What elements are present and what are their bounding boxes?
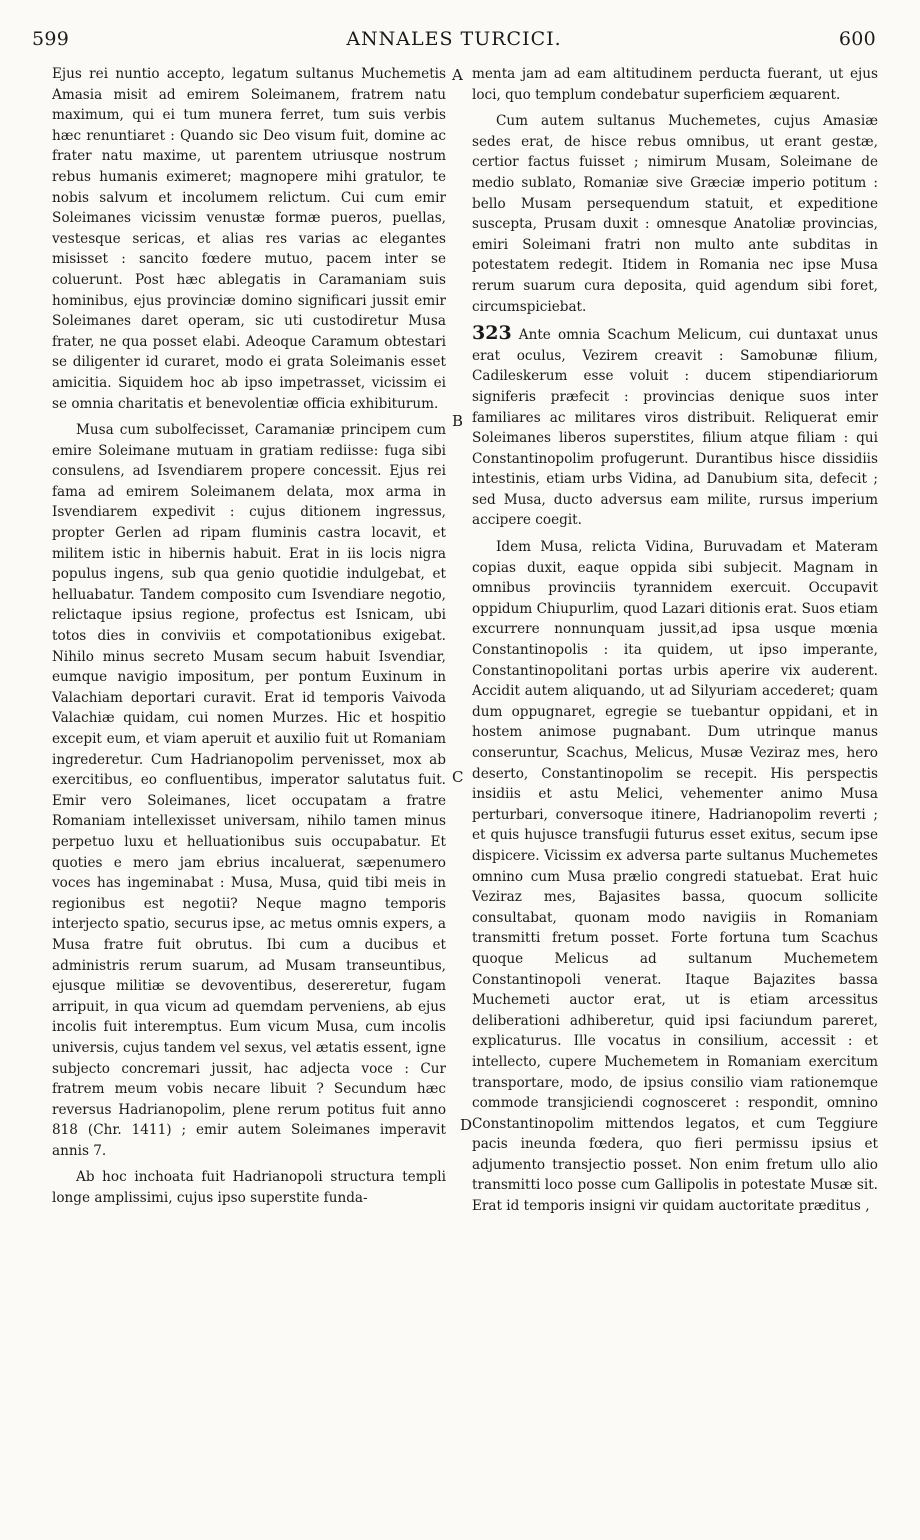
margin-marker-a: A: [452, 66, 463, 84]
page-number-left: 599: [32, 28, 70, 50]
left-paragraph-2: Musa cum subolfecisset, Caramaniæ principem cum emire Soleimane mutuam in gratiam rediisse: fuga sibi consulens, ad Isvendiarem propere concessit. Ejus rei fama ad emirem Soleimanem delata, mox arma in Isvendiarem expedivit : cujus ditionem ingressus, propter Gerlen ad ripam fluminis castra locavit, et militem istic in hibernis habuit. Erat in iis locis nigra populus ingens, sub qua genio quotidie indulgebat, et helluabatur. Tandem composito cum Isvendiare negotio, relictaque ipsius regione, profectus est Isnicam, ubi totos dies in conviviis et compotationibus exigebat. Nihilo minus secreto Musam secum habuit Isvendiar, eumque navigio impositum, per pontum Euxinum in Valachiam deportari curavit. Erat id temporis Vaivoda Valachiæ quidam, cui nomen Murzes. Hic et hospitio excepit eum, et viam aperuit et auxilio fuit ut Romaniam ingrederetur. Cum Hadrianopolim pervenisset, mox ab exercitibus, eo confluentibus, imperator salutatus fuit. Emir vero Soleimanes, licet occupatam a fratre Romaniam intellexisset universam, nihilo tamen minus perpetuo luxu et helluationibus suis occupabatur. Et quoties e mero jam ebrius incaluerat, sæpenumero voces has ingeminabat : Musa, Musa, quid tibi meis in regionibus est negotii? Neque magno temporis interjecto spatio, securus ipse, ac metus omnis expers, a Musa fratre fuit obrutus. Ibi cum a ducibus et administris rerum suarum, ad Musam transeuntibus, ejusque militiæ se devoventibus, desereretur, fugam arripuit, in qua vicum ad quemdam perveniens, ab ejus incolis fuit interemptus. Eum vicum Musa, cum incolis universis, cujus tandem vel sexus, vel ætatis essent, igne subjecto concremari jussit, hac adjecta voce : Cur fratrem meum vobis necare libuit ? Secundum hæc reversus Hadrianopolim, plene rerum potitus fuit anno 818 (Chr. 1411) ; emir autem Soleimanes imperavit annis 7.: [52, 422, 446, 1159]
page-number-right: 600: [838, 28, 876, 50]
margin-marker-b: B: [452, 412, 464, 430]
margin-marker-d: D: [460, 1116, 473, 1134]
left-column: [52, 64, 446, 1209]
right-paragraph-2: Cum autem sultanus Muchemetes, cujus Amasiæ sedes erat, de hisce rebus omnibus, ut erant gestæ, certior factus fuisset ; nimirum Musam, Soleimane de medio sublato, Romaniæ sive Græciæ imperio potitum : bello Musam persequendum statuit, et expeditione suscepta, Prusam duxit : omnesque Anatoliæ provincias, emiri Soleimani fratri non multo ante subditas in potestatem redegit. Itidem in Romania nec ipse Musa rerum suarum cura deposita, quid agendum sibi foret, circumspiciebat.: [472, 113, 878, 315]
left-paragraph-3: Ab hoc inchoata fuit Hadrianopoli structura templi longe amplissimi, cujus ipso superstite funda-: [52, 1169, 446, 1207]
page-header: [32, 28, 876, 58]
right-paragraph-3-text: Ante omnia Scachum Melicum, cui duntaxat unus erat oculus, Vezirem creavit : Samobunæ filium, Cadileskerum esse voluit : ducem stipendiariorum signiferis præfecit : provincias denique suos inter familiares ac militares viros distribuit. Reliquerat emir Soleimanes liberos superstites, filium atque filiam : qui Constantinopolim profugerunt. Durantibus hisce dissidiis intestinis, etiam urbs Vidina, ad Danubium sita, defecit ; sed Musa, ducto adversus eam milite, rursus imperium accipere coegit.: [472, 327, 878, 529]
left-paragraph-1: Ejus rei nuntio accepto, legatum sultanus Muchemetis Amasia misit ad emirem Soleimanem, fratrem natu maximum, qui ei tum munera ferret, tum suis verbis hæc renuntiaret : Quando sic Deo visum fuit, domine ac frater natu maxime, ut parentem utriusque nostrum rebus humanis eximeret; magnopere mihi gratulor, te nobis salvum et incolumem relictum. Cui cum emir Soleimanes vicissim venustæ formæ pueros, puellas, vestesque sericas, et alias res varias ac elegantes misisset : sancito fœdere mutuo, pacem inter se coluerunt. Post hæc ablegatis in Caramaniam suis hominibus, ejus provinciæ domino significari jussit emir Soleimanes daret operam, sic uti custodiretur Musa frater, ne qua posset elabi. Adeoque Caramum obtestari se diligenter id curaret, modo ei grata Soleimanis esset amicitia. Siquidem hoc ab ipso impetrasset, vicissim ei se omnia charitatis et benevolentiæ officia exhibiturum.: [52, 66, 446, 412]
right-paragraph-1: menta jam ad eam altitudinem perducta fuerant, ut ejus loci, quo templum condebatur superficiem æquarent.: [472, 66, 878, 103]
right-paragraph-3: [472, 323, 878, 531]
right-paragraph-4: Idem Musa, relicta Vidina, Buruvadam et Materam copias duxit, eaque oppida sibi subjecit. Magnam in omnibus provinciis tyrannidem exercuit. Occupavit oppidum Chiupurlim, quod Lazari ditionis erat. Suos etiam excurrere nonnunquam jussit,ad ipsa usque mœnia Constantinopolis : ita quidem, ut ipso imperante, Constantinopolitani portas urbis aperire vix auderent. Accidit autem aliquando, ut ad Silyuriam accederet; quam dum oppugnaret, egregie se tuebantur oppidani, et in hostem animose pugnabant. Dum utrinque manus conseruntur, Scachus, Melicus, Musæ Veziraz mes, hero deserto, Constantinopolim se recepit. His perspectis insidiis et astu Melici, vehementer animo Musa perturbari, conversoque itinere, Hadrianopolim reverti ; et quis hujusce transfugii futurus esset exitus, secum ipse dispicere. Vicissim ex adversa parte sultanus Muchemetes omnino cum Musa prælio congredi statuebat. Erat huic Veziraz mes, Bajasites bassa, quocum sollicite consultabat, quonam modo navigiis in Romaniam transmitti fretum posset. Forte fortuna tum Scachus quoque Melicus ad sultanum Muchemetem Constantinopoli venerat. Itaque Bajazites bassa Muchemeti auctor erat, ut is etiam arcessitus deliberationi adhiberetur, quid ipsi faciundum pareret, explicaturus. Ille vocatus in consilium, accessit : et intellecto, cupere Muchemetem in Romaniam exercitum transportare, modo, de ipsius consilio viam rationemque commode transjiciendi cognosceret : respondit, omnino Constantinopolim mittendos legatos, et cum Teggiure pacis ineunda fœdera, quo fieri permissu ipsius et adjumento transjectio posset. Non enim fretum ullo alio transmitti loco posse cum Gallipolis in potestate Musæ sit. Erat id temporis insigni vir quidam auctoritate præditus ,: [472, 539, 878, 1215]
running-title: ANNALES TURCICI.: [346, 28, 562, 50]
section-number: 323: [472, 322, 512, 345]
margin-marker-c: C: [452, 768, 464, 786]
right-column: [472, 64, 878, 1217]
